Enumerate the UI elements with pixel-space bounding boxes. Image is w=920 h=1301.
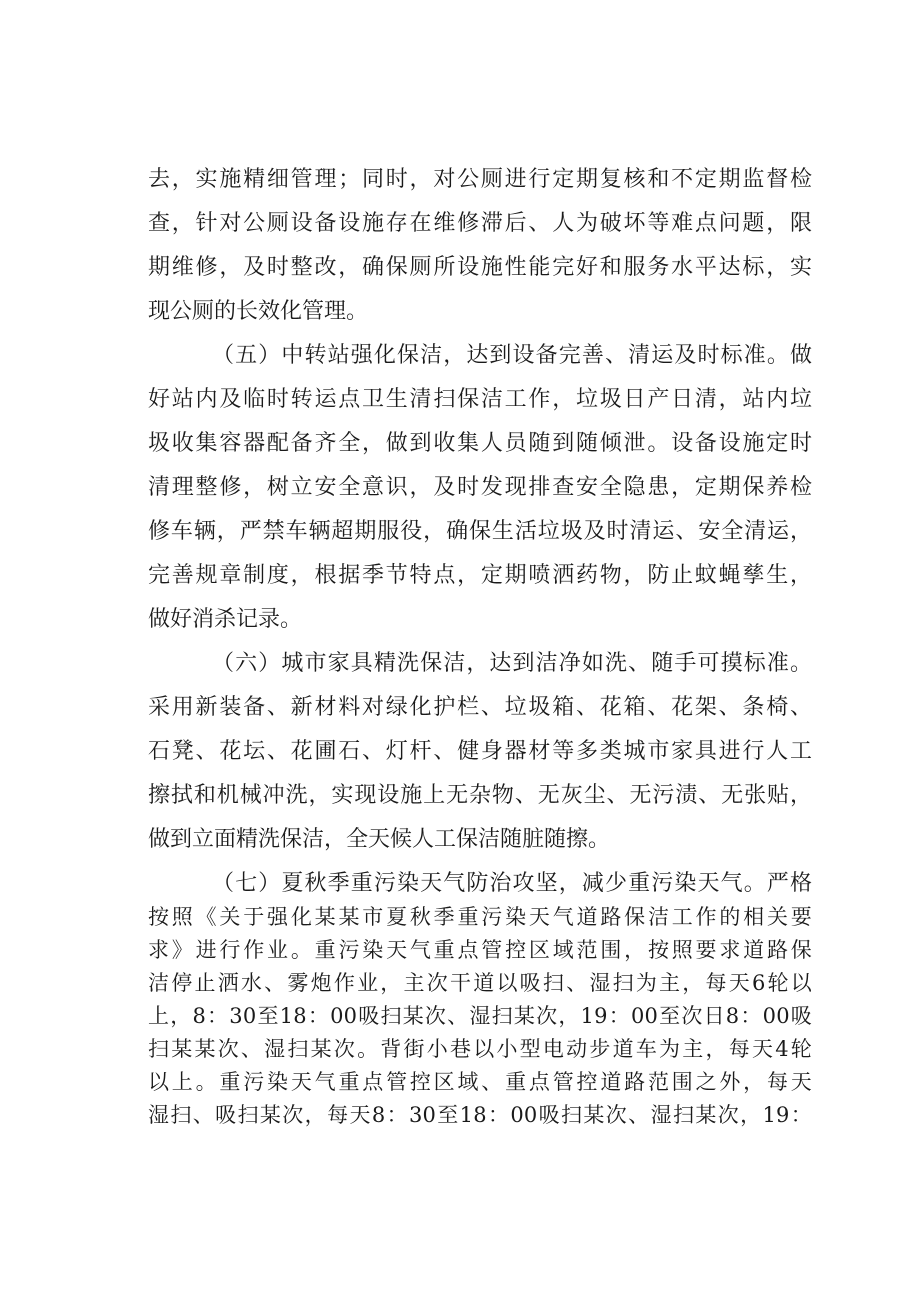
- text-line: 按照《关于强化某某市夏秋季重污染天气道路保洁工作的相关要: [148, 905, 812, 929]
- text-line: 擦拭和机械冲洗，实现设施上无杂物、无灰尘、无污渍、无张贴，: [148, 783, 812, 808]
- text-line: 圾收集容器配备齐全，做到收集人员随到随倾泄。设备设施定时: [148, 431, 812, 456]
- text-line: 好站内及临时转运点卫生清扫保洁工作，垃圾日产日清，站内垃: [148, 387, 812, 412]
- text-line: 扫某某次、湿扫某次。背街小巷以小型电动步道车为主，每天4轮: [148, 1037, 812, 1061]
- text-line: 清理整修，树立安全意识，及时发现排查安全隐患，定期保养检: [148, 475, 812, 500]
- paragraph-heading-line: （六）城市家具精洗保洁，达到洁净如洗、随手可摸标准。: [212, 651, 812, 676]
- paragraph-heading-line: （七）夏秋季重污染天气防治攻坚，减少重污染天气。严格: [212, 871, 812, 896]
- text-line: 修车辆，严禁车辆超期服役，确保生活垃圾及时清运、安全清运，: [148, 519, 812, 544]
- text-line: 以上。重污染天气重点管控区域、重点管控道路范围之外，每天: [148, 1070, 812, 1094]
- text-line: 湿扫、吸扫某次，每天8：30至18：00吸扫某次、湿扫某次，19：: [148, 1103, 812, 1127]
- text-line: 做到立面精洗保洁，全天候人工保洁随脏随擦。: [148, 827, 611, 852]
- text-line: 完善规章制度，根据季节特点，定期喷洒药物，防止蚊蝇孳生，: [148, 563, 812, 588]
- text-line: 去，实施精细管理；同时，对公厕进行定期复核和不定期监督检: [148, 167, 812, 192]
- text-line: 查，针对公厕设备设施存在维修滞后、人为破坏等难点问题，限: [148, 211, 812, 236]
- text-line: 期维修，及时整改，确保厕所设施性能完好和服务水平达标，实: [148, 255, 812, 280]
- text-line: 现公厕的长效化管理。: [148, 299, 369, 324]
- text-line: 采用新装备、新材料对绿化护栏、垃圾箱、花箱、花架、条椅、: [148, 695, 812, 720]
- text-line: 石凳、花坛、花圃石、灯杆、健身器材等多类城市家具进行人工: [148, 739, 812, 764]
- text-line: 做好消杀记录。: [148, 607, 303, 632]
- text-line: 洁停止洒水、雾炮作业，主次干道以吸扫、湿扫为主，每天6轮以: [148, 971, 812, 995]
- paragraph-heading-line: （五）中转站强化保洁，达到设备完善、清运及时标准。做: [212, 343, 812, 368]
- text-line: 求》进行作业。重污染天气重点管控区域范围，按照要求道路保: [148, 938, 812, 962]
- text-line: 上，8：30至18：00吸扫某次、湿扫某次，19：00至次日8：00吸: [148, 1004, 812, 1028]
